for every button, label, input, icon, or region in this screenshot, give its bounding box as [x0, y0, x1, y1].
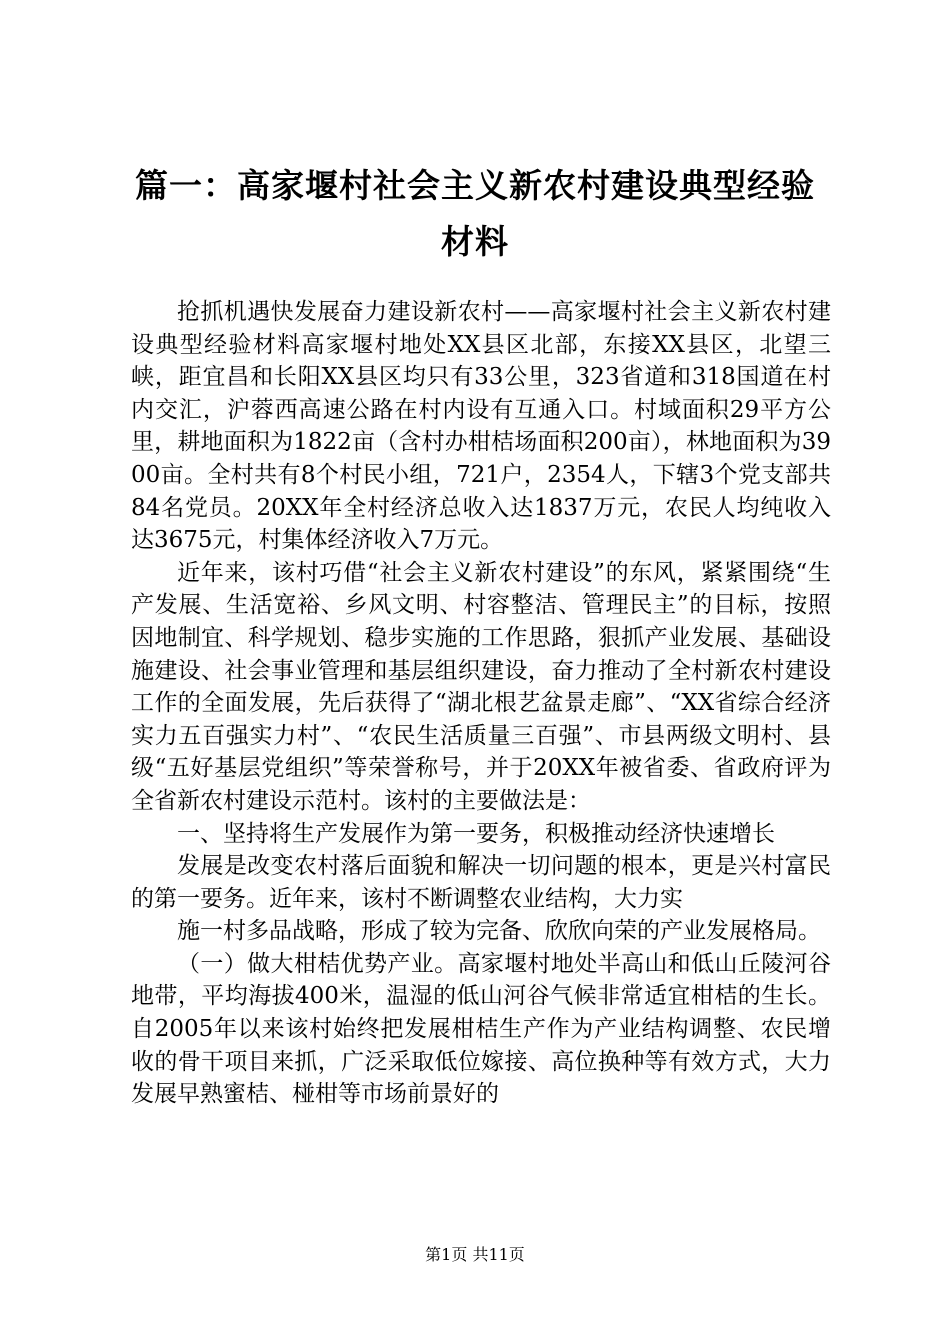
paragraph: 抢抓机遇快发展奋力建设新农村——高家堰村社会主义新农村建设典型经验材料高家堰村地处XX县区北部，东接XX县区，北望三峡，距宜昌和长阳XX县区均只有33公里，323省道和318国道在村内交汇，沪蓉西高速公路在村内设有互通入口。村域面积29平方公里，耕地面积为1822亩（含村办柑桔场面积200亩），林地面积为3900亩。全村共有8个村民小组，721户，2354人，下辖3个党支部共84名党员。20XX年全村经济总收入达1837万元，农民人均纯收入达3675元，村集体经济收入7万元。 — [131, 299, 831, 554]
paragraph: 施一村多品战略，形成了较为完备、欣欣向荣的产业发展格局。 — [177, 918, 821, 945]
document-title: 篇一：高家堰村社会主义新农村建设典型经验材料 — [135, 166, 815, 261]
paragraph: （一）做大柑桔优势产业。高家堰村地处半高山和低山丘陵河谷地带，平均海拔400米，温湿的低山河谷气候非常适宜柑桔的生长。自2005年以来该村始终把发展柑桔生产作为产业结构调整、农民增收的骨干项目来抓，广泛采取低位嫁接、高位换种等有效方式，大力发展早熟蜜桔、椪柑等市场前景好的 — [131, 950, 831, 1108]
paragraph: 发展是改变农村落后面貌和解决一切问题的根本，更是兴村富民的第一要务。近年来，该村不断调整农业结构，大力实 — [131, 853, 831, 912]
page-footer: 第1页 共11页 — [425, 1245, 525, 1264]
document-body — [131, 296, 831, 1111]
paragraph: 近年来，该村巧借“社会主义新农村建设”的东风，紧紧围绕“生产发展、生活宽裕、乡风文明、村容整洁、管理民主”的目标，按照因地制宜、科学规划、稳步实施的工作思路，狠抓产业发展、基础设施建设、社会事业管理和基层组织建设，奋力推动了全村新农村建设工作的全面发展，先后获得了“湖北根艺盆景走廊”、“XX省综合经济实力五百强实力村”、“农民生活质量三百强”、市县两级文明村、县级“五好基层党组织”等荣誉称号，并于20XX年被省委、省政府评为全省新农村建设示范村。该村的主要做法是： — [131, 559, 831, 814]
section-heading: 一、坚持将生产发展作为第一要务，积极推动经济快速增长 — [177, 820, 775, 847]
